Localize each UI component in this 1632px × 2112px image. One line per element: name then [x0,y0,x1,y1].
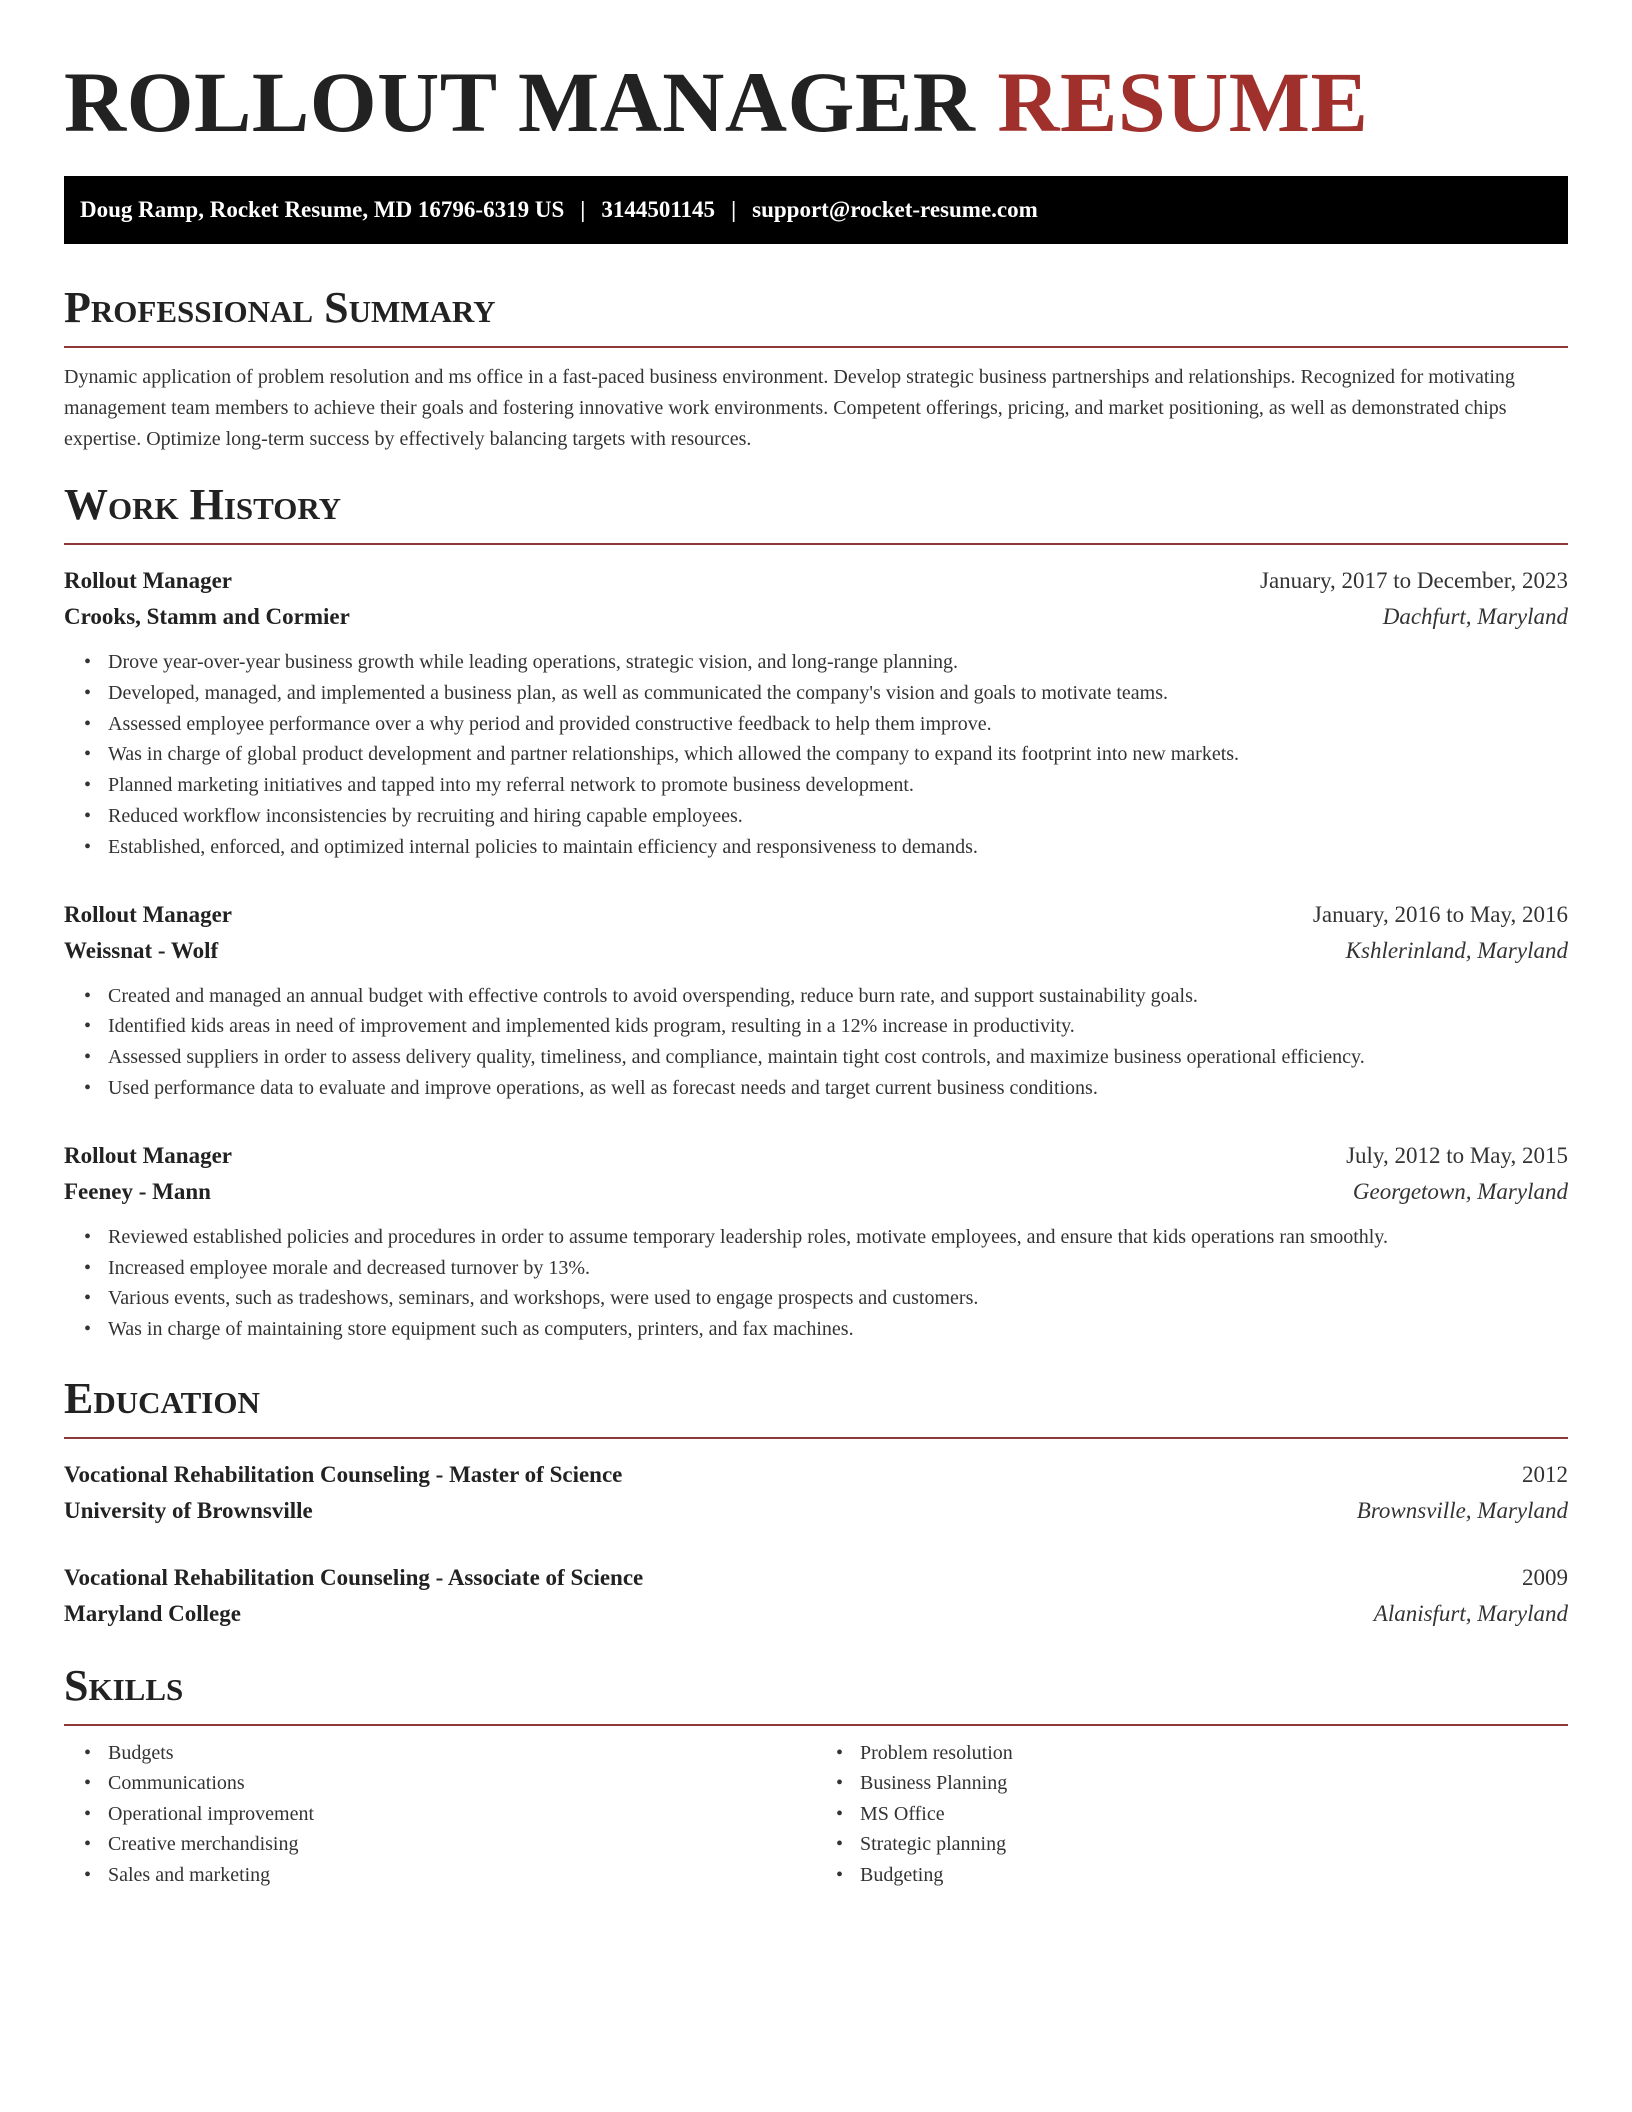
job-title-row [64,563,1568,599]
summary-text: Dynamic application of problem resolution and ms office in a fast-paced business environment. Develop strategic business partnerships and relationships. Recognized for motivating management team members to achieve their goals and fostering innovative work environments. Competent offerings, pricing, and market positioning, as well as demonstrated chips expertise. Optimize long-term success by effectively balancing targets with resources. [64,366,1515,450]
job-company-row [64,599,1568,635]
contact-address: Doug Ramp, Rocket Resume, MD 16796-6319 US [80,197,565,222]
education-degree: Vocational Rehabilitation Counseling - Associate of Science [64,1564,644,1590]
skills-heading: Skills [64,1660,1568,1726]
education-school: University of Brownsville [64,1497,313,1523]
job-entry [64,1138,1568,1345]
skills-list-left [64,1738,816,1890]
education-degree: Vocational Rehabilitation Counseling - Master of Science [64,1461,623,1487]
job-title-row [64,1138,1568,1174]
job-company: Feeney - Mann [64,1178,211,1204]
job-title-row [64,897,1568,933]
education-school-row [64,1596,1568,1632]
job-bullet: • Assessed employee performance over a why period and provided constructive feedback to help them improve. [108,709,1568,740]
education-entry [64,1560,1568,1632]
job-entry [64,897,1568,1104]
job-bullet: • Developed, managed, and implemented a business plan, as well as communicated the company's vision and goals to motivate teams. [108,678,1568,709]
job-location: Georgetown, Maryland [1352,1178,1568,1204]
contact-email: support@rocket-resume.com [752,197,1038,222]
contact-phone: 3144501145 [601,197,716,222]
job-company-row [64,1174,1568,1210]
job-company-row [64,933,1568,969]
title-main: ROLLOUT MANAGER [64,54,976,150]
job-bullets [64,981,1568,1104]
job-title: Rollout Manager [64,1142,233,1168]
skills-list-right [816,1738,1568,1890]
skill-item: • Sales and marketing [108,1860,816,1890]
title-accent: RESUME [997,54,1369,150]
education-section [64,1373,1568,1632]
summary-heading: Professional Summary [64,282,1568,348]
skill-item: • Communications [108,1768,816,1798]
skills-section [64,1660,1568,1890]
skill-item: • Budgets [108,1738,816,1768]
job-title: Rollout Manager [64,901,233,927]
skill-item: • Problem resolution [860,1738,1568,1768]
job-bullet: • Was in charge of maintaining store equipment such as computers, printers, and fax machines. [108,1314,1568,1345]
job-bullet: • Established, enforced, and optimized internal policies to maintain efficiency and responsiveness to demands. [108,832,1568,863]
education-year: 2012 [1522,1461,1568,1487]
job-bullet: • Reduced workflow inconsistencies by recruiting and hiring capable employees. [108,801,1568,832]
job-bullet: • Reviewed established policies and procedures in order to assume temporary leadership roles, motivate employees, and ensure that kids operations ran smoothly. [108,1222,1568,1253]
skill-item: • Budgeting [860,1860,1568,1890]
summary-section [64,282,1568,455]
education-school-row [64,1493,1568,1529]
skill-item: • Operational improvement [108,1799,816,1829]
job-bullet: • Drove year-over-year business growth while leading operations, strategic vision, and long-range planning. [108,647,1568,678]
education-degree-row [64,1560,1568,1596]
job-bullet: • Assessed suppliers in order to assess delivery quality, timeliness, and compliance, maintain tight cost controls, and maximize business operational efficiency. [108,1042,1568,1073]
work-history-heading: Work History [64,479,1568,545]
job-bullet: • Was in charge of global product development and partner relationships, which allowed the company to expand its footprint into new markets. [108,739,1568,770]
education-entry [64,1457,1568,1529]
job-location: Dachfurt, Maryland [1382,604,1568,629]
job-bullets [64,647,1568,863]
job-dates: January, 2017 to December, 2023 [1260,568,1568,593]
education-heading: Education [64,1373,1568,1439]
job-bullet: • Used performance data to evaluate and improve operations, as well as forecast needs and target current business conditions. [108,1073,1568,1104]
job-dates: July, 2012 to May, 2015 [1346,1142,1568,1168]
skill-item: • MS Office [860,1799,1568,1829]
resume-title [64,52,1568,152]
job-bullet: • Planned marketing initiatives and tapped into my referral network to promote business development. [108,770,1568,801]
job-company: Weissnat - Wolf [64,937,219,963]
education-degree-row [64,1457,1568,1493]
education-location: Brownsville, Maryland [1356,1497,1568,1523]
job-bullets [64,1222,1568,1345]
contact-bar [64,176,1568,244]
job-dates: January, 2016 to May, 2016 [1312,901,1568,927]
job-bullet: • Identified kids areas in need of improvement and implemented kids program, resulting in a 12% increase in productivity. [108,1011,1568,1042]
contact-separator: | [580,197,586,222]
job-location: Kshlerinland, Maryland [1345,937,1568,963]
skill-item: • Strategic planning [860,1829,1568,1859]
job-company: Crooks, Stamm and Cormier [64,604,350,629]
skill-item: • Business Planning [860,1768,1568,1798]
skills-columns [64,1738,1568,1890]
education-school: Maryland College [64,1600,241,1626]
job-bullet: • Various events, such as tradeshows, seminars, and workshops, were used to engage prospects and customers. [108,1283,1568,1314]
contact-separator: | [731,197,737,222]
job-entry [64,563,1568,863]
job-title: Rollout Manager [64,568,233,593]
work-history-section [64,479,1568,1345]
education-location: Alanisfurt, Maryland [1373,1600,1568,1626]
skill-item: • Creative merchandising [108,1829,816,1859]
education-year: 2009 [1522,1564,1568,1590]
job-bullet: • Created and managed an annual budget with effective controls to avoid overspending, reduce burn rate, and support sustainability goals. [108,981,1568,1012]
job-bullet: • Increased employee morale and decreased turnover by 13%. [108,1253,1568,1284]
